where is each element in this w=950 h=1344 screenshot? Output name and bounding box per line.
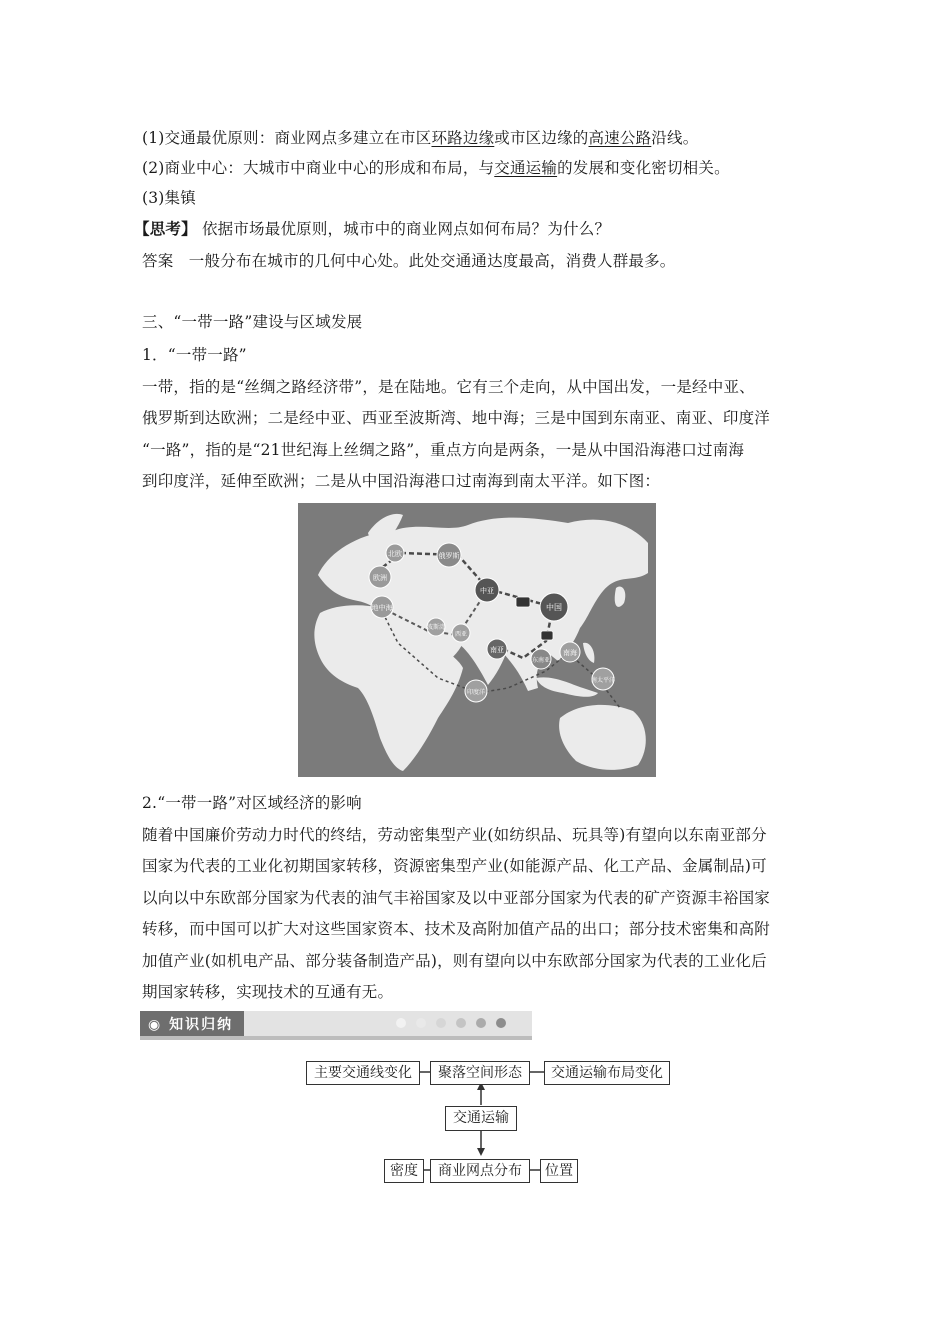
item2-suffix: 的发展和变化密切相关。: [557, 159, 730, 177]
banner-title: ◉ 知识归纳: [148, 1017, 234, 1033]
node-west-asia: [452, 624, 470, 642]
banner-dot-icon: [416, 1018, 426, 1028]
node-southeast-asia: [531, 649, 551, 669]
node-indian-ocean: [465, 680, 487, 702]
svg-text:中亚: 中亚: [480, 587, 494, 595]
item2-underline-transport: 交通运输: [494, 159, 558, 177]
svg-text:南亚: 南亚: [490, 646, 504, 654]
arrow-down-head: [477, 1148, 485, 1156]
node-russia: [437, 543, 461, 567]
banner-dot-icon: [476, 1018, 486, 1028]
box-settlement-form: 聚落空间形态: [430, 1061, 530, 1085]
item1-underline-highway: 高速公路: [588, 129, 652, 147]
svg-text:西亚: 西亚: [454, 631, 468, 638]
section3-heading: 三、“一带一路”建设与区域发展: [142, 313, 363, 331]
item1-text: (1)交通最优原则：商业网点多建立在市区: [142, 129, 432, 147]
belt-and-road-map: [298, 503, 656, 777]
node-north-europe: [386, 544, 404, 562]
svg-text:北欧: 北欧: [388, 550, 402, 558]
think-question: [134, 219, 610, 239]
svg-text:南海: 南海: [563, 649, 577, 657]
box-transport-layout-change: 交通运输布局变化: [544, 1061, 670, 1085]
impact-line6: 期国家转移，实现技术的互通有无。: [142, 983, 394, 1001]
banner-dot-icon: [396, 1018, 406, 1028]
map-svg: [298, 503, 656, 777]
node-mediterranean: [371, 596, 393, 618]
item-commercial-center: [142, 158, 730, 178]
item-market-town: (3)集镇: [142, 189, 196, 207]
box-commercial-distribution: 商业网点分布: [430, 1159, 530, 1183]
road-paragraph-line2: 到印度洋，延伸至欧洲；二是从中国沿海港口过南海到南太平洋。如下图：: [142, 472, 661, 490]
svg-text:印度洋: 印度洋: [466, 689, 486, 696]
box-location: 位置: [540, 1159, 578, 1183]
item2-text: (2)商业中心：大城市中商业中心的形成和布局，与: [142, 159, 495, 177]
knowledge-summary-banner: [140, 1011, 532, 1036]
item-traffic-principle: [142, 128, 698, 148]
impact-line2: 国家为代表的工业化初期国家转移，资源密集型产业(如能源产品、化工产品、金属制品)可: [142, 857, 767, 875]
box-density: 密度: [384, 1159, 424, 1183]
item1-suffix: 沿线。: [651, 129, 699, 147]
think-answer: [142, 251, 676, 271]
box-transportation: 交通运输: [445, 1106, 517, 1131]
node-south-china-sea: [560, 642, 580, 662]
svg-text:中国: 中国: [546, 603, 562, 612]
ship-icon: [541, 631, 553, 640]
banner-dot-icon: [456, 1018, 466, 1028]
belt-paragraph-line2: 俄罗斯到达欧洲；二是经中亚、西亚至波斯湾、地中海；三是中国到东南亚、南亚、印度洋: [142, 409, 771, 427]
item1-mid: 或市区边缘的: [494, 129, 589, 147]
node-south-asia: [487, 639, 507, 659]
svg-text:波斯湾: 波斯湾: [426, 624, 446, 631]
impact-line4: 转移，而中国可以扩大对这些国家资本、技术及高附加值产品的出口；部分技术密集和高附: [142, 920, 771, 938]
item1-underline-ring-road: 环路边缘: [431, 129, 495, 147]
node-persian-gulf: [427, 618, 445, 636]
think-question-text: 依据市场最优原则，城市中的商业网点如何布局？为什么？: [201, 220, 611, 238]
think-label: 【思考】: [134, 219, 197, 238]
section3-sub2: 2.“一带一路”对区域经济的影响: [142, 794, 362, 812]
svg-text:欧洲: 欧洲: [373, 574, 387, 582]
svg-text:东南亚: 东南亚: [531, 657, 551, 664]
impact-line5: 加值产业(如机电产品、部分装备制造产品)，则有望向以中东欧部分国家为代表的工业化后: [142, 952, 767, 970]
node-central-asia: [475, 578, 499, 602]
svg-text:地中海: 地中海: [371, 604, 393, 612]
section3-sub1: 1．“一带一路”: [142, 346, 247, 364]
impact-line1: 随着中国廉价劳动力时代的终结，劳动密集型产业(如纺织品、玩具等)有望向以东南亚部分: [142, 826, 767, 844]
node-south-pacific: [591, 668, 615, 690]
answer-label: 答案: [142, 252, 174, 270]
node-china: [540, 593, 568, 621]
svg-text:南太平洋: 南太平洋: [590, 677, 616, 684]
svg-text:俄罗斯: 俄罗斯: [438, 552, 460, 560]
node-europe: [369, 566, 391, 588]
impact-line3: 以向以中东欧部分国家为代表的油气丰裕国家及以中亚部分国家为代表的矿产资源丰裕国家: [142, 889, 771, 907]
banner-dot-icon: [436, 1018, 446, 1028]
box-main-traffic-lines: 主要交通线变化: [306, 1061, 420, 1085]
banner-dot-icon: [496, 1018, 506, 1028]
train-icon: [516, 597, 530, 607]
answer-text: 一般分布在城市的几何中心处。此处交通通达度最高，消费人群最多。: [188, 252, 676, 270]
belt-paragraph-line1: 一带，指的是“丝绸之路经济带”，是在陆地。它有三个走向，从中国出发，一是经中亚、: [142, 378, 755, 396]
road-paragraph-line1: “一路”，指的是“21世纪海上丝绸之路”，重点方向是两条，一是从中国沿海港口过南海: [142, 441, 745, 459]
